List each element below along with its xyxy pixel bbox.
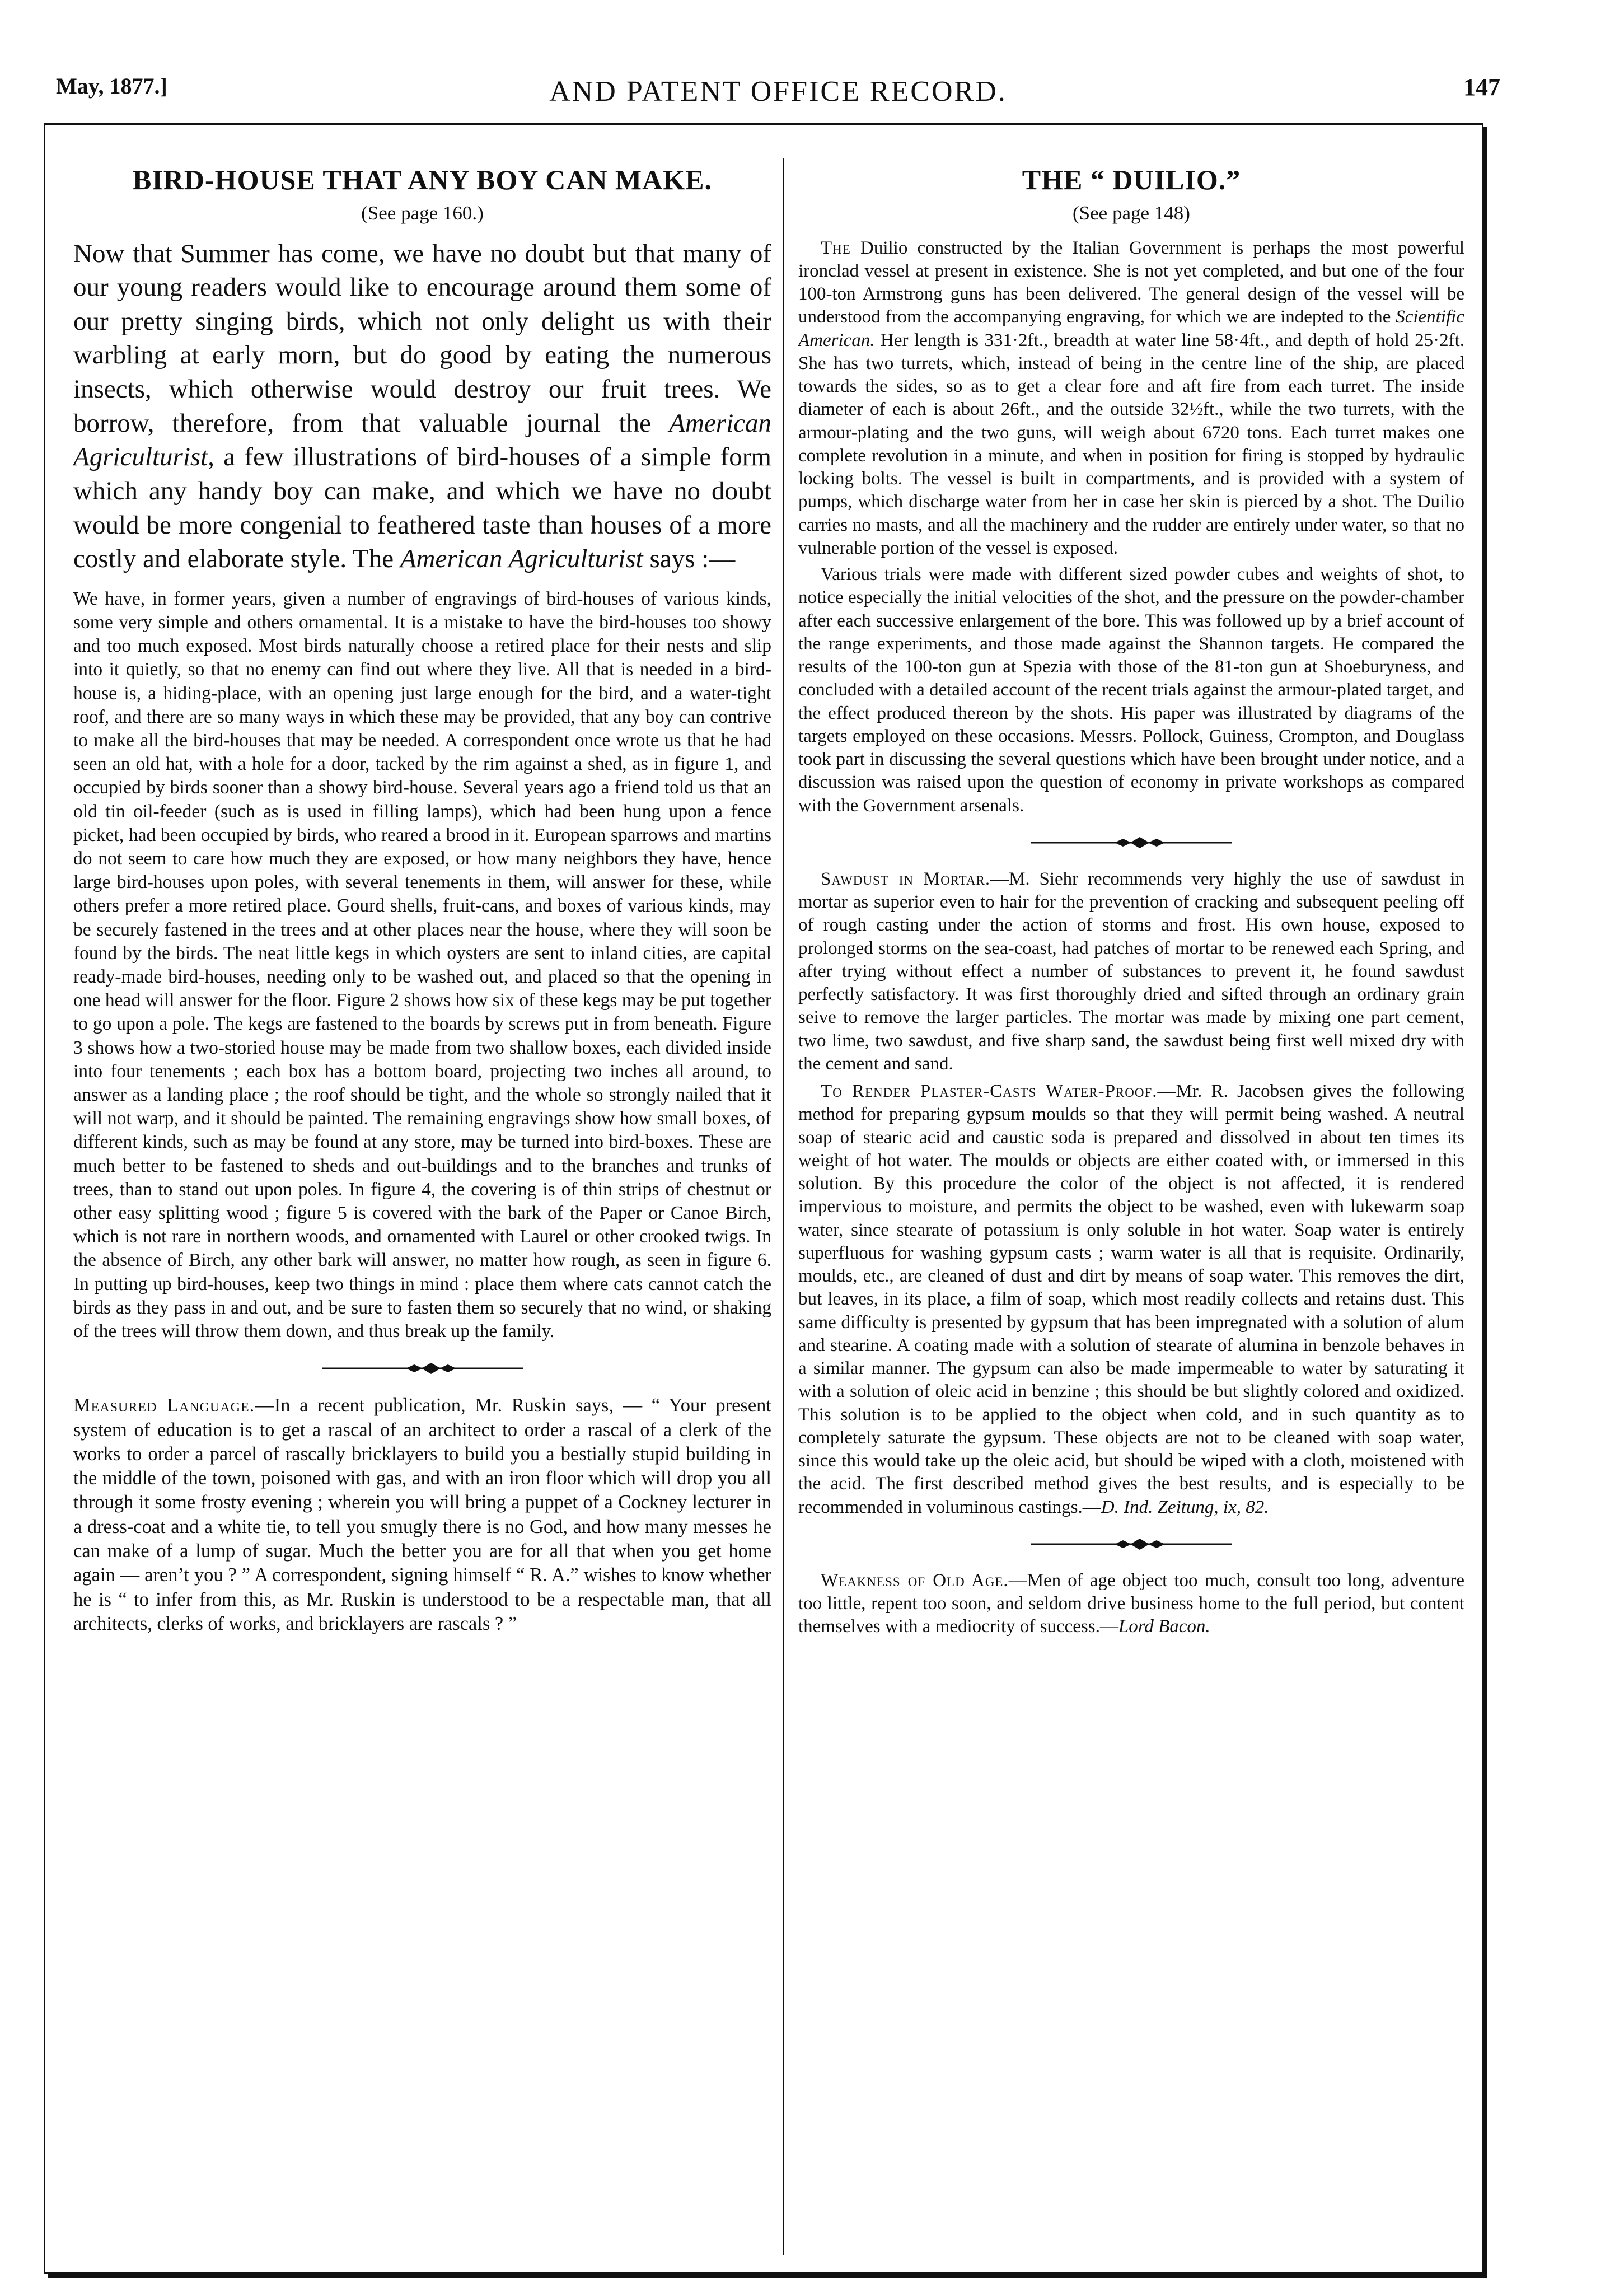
measured-language-lead: Measured Language.	[73, 1395, 255, 1417]
duilio-see-page: (See page 148)	[1073, 202, 1190, 224]
duilio-p1-b: Her length is 331·2ft., breadth at water line 58·4ft., and depth of hold 25·2ft. She has two turrets, which, instead of being in the centre line of the ship, are placed towards the sides, so as to get a clear fore and aft fire from each turret. The inside diameter of each is about 26ft., and the outside 32½ft., while the two turrets, with the armour-plating and the two guns, will weigh about 6720 tons. Each turret makes one complete revolution in a minute, and when in position for firing is stopped by hydraulic locking bolts. The vessel is built in compartments, and is provided with a system of pumps, which discharge water from her in case her skin is pierced by a shot. The Duilio carries no masts, and all the machinery and the rudder are entirely under water, so that no vulnerable portion of the vessel is exposed.	[798, 330, 1464, 558]
birdhouse-intro-journal-2: American Agriculturist	[400, 544, 643, 574]
sawdust-lead: Sawdust in Mortar.	[821, 868, 991, 889]
column-divider	[783, 158, 784, 2255]
ornament-divider	[1031, 834, 1232, 851]
birdhouse-intro-c: says :—	[643, 544, 736, 574]
birdhouse-intro	[73, 237, 771, 576]
duilio-article	[798, 237, 1464, 817]
duilio-headline: THE “ DUILIO.”	[1022, 164, 1241, 195]
right-column	[798, 164, 1464, 2250]
birdhouse-quote: We have, in former years, given a number of engravings of bird-houses of various kinds, some very simple and others ornamental. It is a mistake to have the bird-houses too showy and too much exposed. Most birds naturally choose a retired place for their nests and slip into it quietly, so that no enemy can find out where they live. All that is needed in a bird-house is, a hiding-place, with an opening just large enough for the bird, and a water-tight roof, and there are so many ways in which these may be provided, that any boy can contrive to make all the bird-houses that may be needed. A correspondent once wrote us that he had seen an old hat, with a hole for a door, tacked by the rim against a shed, as in figure 1, and occupied by birds sooner than a showy bird-house. Several years ago a friend told us that an old tin oil-feeder (such as is used in filling lamps), which had been hung upon a fence picket, had been occupied by birds, who reared a brood in it. European sparrows and martins do not seem to care how much they are exposed, or how many neighbors they have, hence large bird-houses upon poles, with several tenements in them, will answer for these, while others prefer a more retired place. Gourd shells, fruit-cans, and boxes of various kinds, may be securely fastened in the trees and at other places near the house, where they will soon be found by the birds. The neat little kegs in which oysters are sent to inland cities, are capital ready-made bird-houses, needing only to be washed out, and placed so that the opening in one head will answer for the floor. Figure 2 shows how six of these kegs may be put together to go upon a pole. The kegs are fastened to the boards by screws put in from beneath. Figure 3 shows how a two-storied house may be made from two shallow boxes, each divided inside into four tenements ; each box has a bottom board, projecting two inches all around, to answer as a landing place ; the roof should be tight, and the whole so strongly nailed that it will not warp, and it should be painted. The remaining engravings show how small boxes, of different kinds, such as may be found at any store, may be turned into bird-boxes. These are much better to be fastened to sheds and out-buildings and to the branches and trunks of trees, than to stand out upon poles. In figure 4, the covering is of thin strips of chestnut or other easy splitting wood ; figure 5 is covered with the bark of the Paper or Canoe Birch, which is not rare in northern woods, and ornamented with Laurel or other crooked twigs. In the absence of Birch, any other bark will answer, no matter how rough, as seen in figure 6. In putting up bird-houses, keep two things in mind : place them where cats cannot catch the birds as they pass in and out, and be sure to fasten them so securely that no wind, or shaking of the trees will throw them down, and thus break up the family.	[73, 588, 771, 1342]
measured-language-text: —In a recent publication, Mr. Ruskin says, — “ Your present system of education is to get a rascal of an architect to order a rascal of a clerk of the works to order a parcel of rascally bricklayers to build you a bestially stupid building in the middle of the town, poisoned with gas, and with an iron floor which will drop you all through it some frosty evening ; wherein you will bring a puppet of a Cockney lecturer in a dress-coat and a white tie, to tell you smugly there is no God, and how many messes he can make of a lump of sugar. Much the better you are for all that when you get home again — aren’t you ? ” A correspondent, signing himself “ R. A.” wishes to know whether he is “ to infer from this, as Mr. Ruskin is understood to be a respectable man, that all architects, clerks of works, and bricklayers are rascals ? ”	[73, 1395, 771, 1634]
ornament-divider	[322, 1360, 523, 1377]
plaster-lead: To Render Plaster-Casts Water-Proof.	[821, 1081, 1158, 1101]
page-number: 147	[1463, 73, 1500, 101]
sawdust-article	[798, 868, 1464, 1076]
plaster-source: D. Ind. Zeitung, ix, 82.	[1101, 1497, 1269, 1517]
birdhouse-headline: BIRD-HOUSE THAT ANY BOY CAN MAKE.	[133, 164, 712, 195]
duilio-paragraph-1	[798, 237, 1464, 560]
birdhouse-see-page: (See page 160.)	[361, 202, 484, 224]
birdhouse-intro-a: Now that Summer has come, we have no doubt but that many of our young readers would like to encourage around them some of our pretty singing birds, which not only delight us with their warbling at early morn, but do good by eating the numerous insects, which otherwise would destroy our fruit trees. We borrow, therefore, from that valuable journal the	[73, 239, 771, 438]
weakness-source: Lord Bacon.	[1118, 1616, 1210, 1637]
duilio-p1-a: Duilio constructed by the Italian Government is perhaps the most powerful ironclad vessel at present in existence. She is not yet completed, and but one of the four 100-ton Armstrong guns has been delivered. The general design of the vessel will be understood from the accompanying engraving, for which we are indepted to the	[798, 237, 1464, 328]
content-frame	[44, 123, 1483, 2274]
plaster-article	[798, 1080, 1464, 1519]
weakness-text: —Men of age object too much, consult too long, adventure too little, repent too soon, and seldom drive business home to the full period, but content themselves with a mediocrity of success.—	[798, 1570, 1464, 1637]
left-column	[73, 164, 771, 2250]
weakness-article	[798, 1569, 1464, 1639]
measured-language-article	[73, 1394, 771, 1636]
sawdust-text: —M. Siehr recommends very highly the use of sawdust in mortar as superior even to hair for the prevention of cracking and subsequent peeling off of rough casting under the action of storms and frost. His own house, exposed to prolonged storms on the sea-coast, had patches of mortar to be renewed each Spring, and after trying without effect a number of substances to prevent it, he found sawdust perfectly satisfactory. It was first thoroughly dried and sifted through an ordinary grain seive to remove the larger particles. The mortar was made by mixing one part cement, two lime, two sawdust, and five sharp sand, the sawdust being first well mixed dry with the cement and sand.	[798, 868, 1464, 1074]
publication-title: AND PATENT OFFICE RECORD.	[549, 76, 1007, 107]
plaster-text: —Mr. R. Jacobsen gives the following method for preparing gypsum moulds so that they will permit being washed. A neutral soap of stearic acid and caustic soda is prepared and dissolved in about ten times its weight of hot water. The moulds or objects are either coated with, or immersed in this solution. By this procedure the color of the object is not affected, it is rendered impervious to moisture, and permits the object to be washed, even with lukewarm soap water, since stearate of potassium is only soluble in hot water. Soap water is entirely superfluous for washing gypsum casts ; warm water is all that is requisite. Ordinarily, moulds, etc., are cleaned of dust and dirt by means of soap water. This removes the dirt, but leaves, in its place, a film of soap, which most readily collects and retains dust. This same difficulty is presented by gypsum that has been impregnated with a solution of alum and stearine. A coating made with a solution of stearate of alumina in benzole behaves in a similar manner. The gypsum can also be made impermeable to water by saturating it with a solution of oleic acid in benzine ; this should be but slightly colored and oxidized. This solution is to be applied to the object when cold, and in such quantity as to completely saturate the gypsum. These objects are not to be cleaned with soap water, since this would take up the oleic acid, but should be wiped with a cloth, moistened with the acid. The first described method gives the best results, and is especially to be recommended in voluminous castings.—	[798, 1081, 1464, 1517]
duilio-source: Scientific American.	[798, 307, 1464, 350]
ornament-divider	[1031, 1536, 1232, 1553]
duilio-paragraph-2: Various trials were made with different sized powder cubes and weights of shot, to notice especially the initial velocities of the shot, and the pressure on the powder-chamber after each successive enlargement of the bore. This was followed up by a brief account of the range experiments, and those made against the Shannon targets. He compared the results of the 100-ton gun at Spezia with those of the 81-ton gun at Shoeburyness, and concluded with a detailed account of the recent trials against the armour-plated target, and the effect produced thereon by the shots. His paper was illustrated by diagrams of the targets employed on these occasions. Messrs. Pollock, Guiness, Crompton, and Douglass took part in discussing the several questions which have been brought under notice, and a discussion was raised upon the question of economy in private workshops as compared with the Government arsenals.	[798, 564, 1464, 816]
issue-date: May, 1877.]	[56, 73, 167, 99]
running-head	[56, 67, 1500, 112]
birdhouse-intro-b: , a few illustrations of bird-houses of a simple form which any handy boy can make, and which we have no doubt would be more congenial to feathered taste than houses of a more costly and elaborate style. The	[73, 442, 771, 574]
weakness-lead: Weakness of Old Age.	[821, 1570, 1009, 1591]
duilio-lead: The	[821, 237, 851, 258]
birdhouse-intro-journal: American Agriculturist	[73, 408, 771, 472]
